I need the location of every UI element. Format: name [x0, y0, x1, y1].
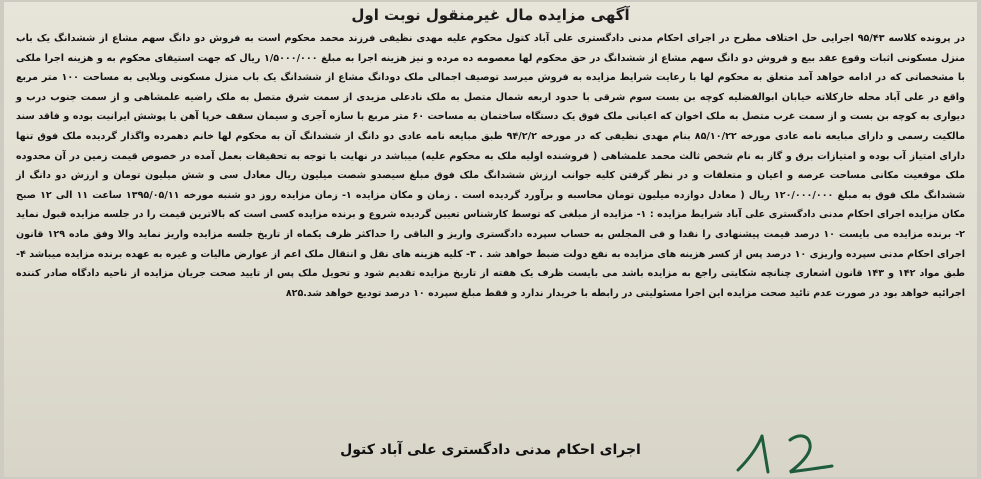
notice-signature: اجرای احکام مدنی دادگستری علی آباد کتول — [340, 442, 641, 458]
handwritten-number-mark — [728, 428, 848, 478]
notice-body: در پرونده کلاسه ۹۵/۴۳ اجرایی حل اختلاف مطرح در اجرای احکام مدنی دادگستری علی آباد کتول محکوم علیه مهدی نظیفی فرزند محمد محکوم است به فروش دو دانگ سهم مشاع از ششدانگ یک باب منزل مسکونی اثبات وقوع عقد بیع و فروش دو دانگ سهم مشاع از ششدانگ در حق محکوم لها معصومه ده مرده و نیز هزینه اجرا به مبلغ ۱/۵۰۰۰/۰۰۰ ریال که جهت استیفای محکوم به و هزینه اجرا ملکی با مشخصاتی که در ادامه خواهد آمد متعلق به محکوم لها با رعایت شرایط مزایده به فروش میرسد توصیف اجمالی ملک دودانگ مشاع از ششدانگ یک باب منزل مسکونی ویلایی به مساحت ۱۰۰ متر مربع واقع در علی آباد محله خارکلاته خیابان ابوالفضلیه کوچه بن بست سوم شرقی با حدود اربعه شمال متصل به ملک نادعلی مزیدی از سمت شرق متصل به ملک راضیه علمشاهی و از سمت جنوب درب و دیواری به کوچه بن بست و از سمت غرب متصل به ملک اخوان که اعیانی ملک فوق یک دستگاه ساختمان به مساحت ۶۰ متر مربع با سازه آجری و سیمان سقف خرپا آهن با پوشش ایرانیت بوده و فاقد سند مالکیت رسمی و دارای مبایعه نامه عادی مورخه ۸۵/۱۰/۲۲ بنام مهدی نظیفی که در مورخه ۹۴/۲/۲ طبق مبایعه نامه عادی دو دانگ از ششدانگ آن به محکوم لها خانم دهمرده واگذار گردیده ملک فوق تنها دارای امتیاز آب بوده و امتیازات برق و گاز به نام شخص ثالث محمد علمشاهی ( فروشنده اولیه ملک به محکوم علیه) میباشد در نهایت با توجه به تحقیقات بعمل آمده در خصوص قیمت زمین در آن محدوده ملک موقعیت مکانی مساحت عرصه و اعیان و متعلقات و در نظر گرفتن کلیه جوانب ارزش ششدانگ ملک فوق مبلغ سیصدو شصت میلیون ریال معادل سی و شش میلیون تومان و ارزش دو دانگ از ششدانگ ملک فوق به مبلغ ۱۲۰/۰۰۰/۰۰۰ ریال ( معادل دوازده میلیون تومان محاسبه و برآورد گردیده است . زمان و مکان مزایده ۱- زمان مزایده روز دو شنبه مورخه ۱۳۹۵/۰۵/۱۱ ساعت ۱۱ الی ۱۲ صبح مکان مزایده اجرای احکام مدنی دادگستری علی آباد شرایط مزایده : ۱- مزایده از مبلغی که توسط کارشناس تعیین گردیده شروع و برنده مزایده کسی است که بالاترین قیمت را در جلسه مزایده قبول نماید ۲- برنده مزایده می بایست ۱۰ درصد قیمت پیشنهادی را نقدا و فی المجلس به حساب سپرده دادگستری واریز و الباقی را حداکثر ظرف یکماه از تاریخ جلسه مزایده واریز نماید والا وفق ماده ۱۲۹ قانون اجرای احکام مدنی سپرده واریزی ۱۰ درصد پس از کسر هزینه های مزایده به نفع دولت ضبط خواهد شد . ۳- کلیه هزینه های نقل و انتقال ملک اعم از عوارض مالیات و غیره به عهده برنده مزایده میباشد ۴- طبق مواد ۱۴۲ و ۱۴۳ قانون اشعاری چنانچه شکایتی راجع به مزایده باشد می بایست ظرف یک هفته از تاریخ مزایده تقدیم شود و تحویل ملک پس از تایید صحت جریان مزایده از ناحیه دادگاه صادر کننده اجرائیه خواهد بود در صورت عدم تائید صحت مزایده این اجرا مسئولیتی در رابطه با خریدار ندارد و فقط مبلغ سپرده ۱۰ درصد تودیع خواهد شد.۸۲۵ — [16, 33, 966, 299]
notice-title: آگهی مزایده مال غیرمنقول نوبت اول — [351, 6, 630, 24]
notice-paper — [4, 2, 977, 477]
